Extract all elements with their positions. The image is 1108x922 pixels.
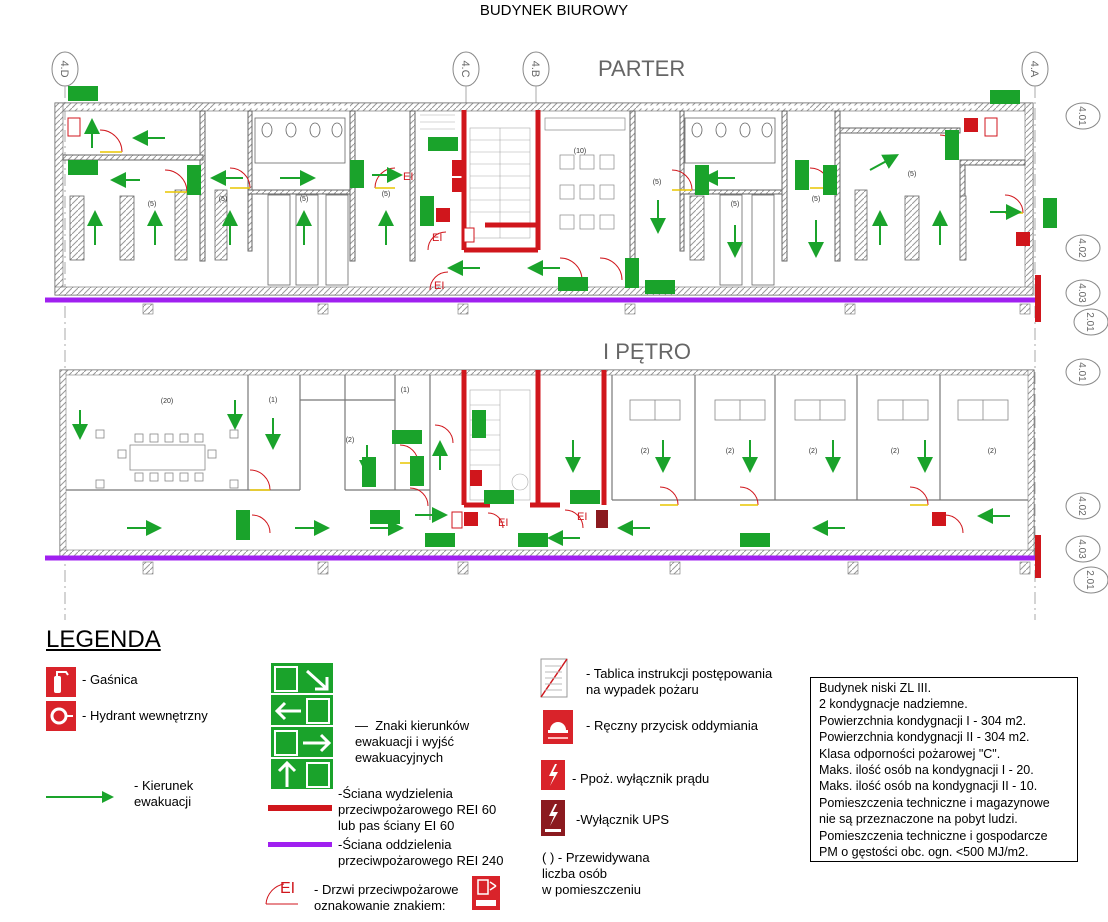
exit-sign-icon <box>472 410 486 438</box>
ups-switch-icon <box>541 800 565 836</box>
exit-sign-icon <box>362 457 376 487</box>
exit-sign-icon <box>518 533 548 547</box>
fire-equipment-first <box>452 470 946 528</box>
ei-door-label: EI <box>577 511 588 523</box>
ei-door-label: EI <box>498 517 509 529</box>
exit-sign-icon <box>370 510 400 524</box>
legend-direction: - Kierunek ewakuacji <box>134 778 194 809</box>
room-occupancy: (10) <box>573 148 587 155</box>
legend-power-switch: - Ppoż. wyłącznik prądu <box>572 771 710 786</box>
power-switch-icon <box>452 160 464 176</box>
ei-door-label: EI <box>432 232 443 244</box>
exit-sign-icon <box>484 490 514 504</box>
exit-sign-up-icon <box>270 758 334 790</box>
room-occupancy: (5) <box>299 196 309 203</box>
fire-door-label: EI <box>280 880 296 897</box>
purple-wall-symbol <box>268 842 332 847</box>
floor-title-first: I PĘTRO <box>603 339 692 364</box>
exit-sign-icon <box>187 165 201 195</box>
exit-sign-icon <box>350 160 364 188</box>
power-switch-icon <box>470 470 482 486</box>
exit-sign-icon <box>68 160 98 175</box>
canteen-tables <box>545 118 625 229</box>
info-line: Pomieszczenia techniczne i gospodarcze <box>819 828 1048 843</box>
room-occupancy: (2) <box>345 437 355 444</box>
red-wall-symbol <box>268 805 332 811</box>
row-axis-4-02-f1 <box>1066 493 1100 519</box>
power-switch-icon <box>541 760 565 790</box>
axis-marker-4b <box>523 52 549 110</box>
legend-extinguisher: - Gaśnica <box>82 672 138 687</box>
info-line: Powierzchnia kondygnacji I - 304 m2. <box>819 713 1027 728</box>
exit-signs-stack <box>270 662 334 790</box>
fire-instructions-icon <box>985 118 997 136</box>
exit-sign-icon <box>695 165 709 195</box>
exit-sign-icon <box>392 430 422 444</box>
room-occupancy: (5) <box>218 196 228 203</box>
extinguisher-icon <box>46 667 76 697</box>
row-axis-4-03 <box>1066 280 1100 306</box>
exit-sign-icon <box>425 533 455 547</box>
evac-arrows-first <box>80 400 1010 538</box>
legend-smoke-button: - Ręczny przycisk oddymiania <box>586 718 758 733</box>
axis-marker-4c <box>453 52 479 110</box>
room-occupancy: (5) <box>381 191 391 198</box>
room-occupancy: (5) <box>147 201 157 208</box>
exit-sign-icon <box>823 165 837 195</box>
exit-sign-icon <box>236 510 250 540</box>
room-occupancy: (1) <box>400 387 410 394</box>
office-desks <box>630 400 1008 420</box>
room-occupancy: (2) <box>987 448 997 455</box>
room-occupancy: (2) <box>808 448 818 455</box>
ei-door-label: EI <box>403 171 414 183</box>
exit-sign-left-icon <box>270 694 334 726</box>
exit-sign-right-icon <box>270 726 334 758</box>
fire-door-sign-icon <box>472 876 500 910</box>
svg-text:4.01: 4.01 <box>1076 106 1087 126</box>
exit-sign-icon <box>990 90 1020 104</box>
exit-sign-icon <box>410 456 424 486</box>
extinguisher-icon <box>1016 232 1030 246</box>
info-line: 2 kondygnacje nadziemne. <box>819 697 968 712</box>
conference-table <box>96 430 238 488</box>
svg-text:4.03: 4.03 <box>1076 539 1087 559</box>
legend-fire-door: - Drzwi przeciwpożarowe oznakowanie znakiem: <box>314 882 459 913</box>
info-line: Budynek niski ZL III. <box>819 681 932 695</box>
legend-instructions: - Tablica instrukcji postępowania na wypadek pożaru <box>586 666 773 697</box>
room-occupancy: (20) <box>160 398 174 405</box>
svg-text:4.02: 4.02 <box>1076 238 1087 258</box>
room-occupancy: (2) <box>725 448 735 455</box>
svg-text:4.03: 4.03 <box>1076 283 1087 303</box>
info-line: Maks. ilość osób na kondygnacji I - 20. <box>819 763 1034 778</box>
exit-sign-icon <box>945 130 959 160</box>
legend-hydrant: - Hydrant wewnętrzny <box>82 708 208 723</box>
svg-text:2.01: 2.01 <box>1084 570 1095 590</box>
exit-sign-icon <box>420 196 434 226</box>
info-line: Klasa odporności pożarowej "C". <box>819 746 1001 761</box>
exit-sign-icon <box>625 258 639 288</box>
extinguisher-icon <box>436 208 450 222</box>
info-line: Maks. ilość osób na kondygnacji II - 10. <box>819 779 1038 794</box>
extinguisher-icon <box>932 512 946 526</box>
first-floor-plan <box>45 359 1108 593</box>
legend-red-wall: -Ściana wydzielenia przeciwpożarowego REI 60 lub pas ściany EI 60 <box>338 786 497 833</box>
exit-sign-icon <box>795 160 809 190</box>
info-line: nie są przeznaczone na pobyt ludzi. <box>819 812 1018 827</box>
row-axis-4-03-f1 <box>1066 536 1100 562</box>
row-axis-4-01 <box>1066 103 1100 129</box>
ups-switch-icon <box>596 510 608 528</box>
legend-occupancy: ( ) - Przewidywana liczba osób w pomieszczeniu <box>542 850 650 897</box>
exit-sign-icon <box>645 280 675 294</box>
occupancy-labels-first <box>161 387 997 455</box>
svg-text:4.C: 4.C <box>459 60 471 78</box>
hydrant-icon <box>46 701 76 731</box>
fire-instructions-icon <box>540 658 568 698</box>
floor-title-ground: PARTER <box>598 56 686 81</box>
exit-sign-icon <box>428 137 458 151</box>
exit-sign-icon <box>740 533 770 547</box>
legend-signs: — Znaki kierunków ewakuacji i wyjść ewakuacyjnych <box>355 718 470 765</box>
svg-text:4.02: 4.02 <box>1076 496 1087 516</box>
row-axis-4-01-f1 <box>1066 359 1100 385</box>
evac-arrows-ground <box>92 126 1014 268</box>
info-line: Pomieszczenia techniczne i magazynowe <box>819 795 1050 810</box>
exit-sign-down-right-icon <box>270 662 334 694</box>
evacuation-arrow-icon <box>46 789 116 805</box>
fire-equipment-ground <box>68 118 1030 246</box>
fire-instructions-icon <box>464 228 474 242</box>
hydrant-icon <box>964 118 978 132</box>
smoke-button-icon <box>543 710 573 744</box>
fire-instructions-icon <box>452 512 462 528</box>
ground-floor-plan <box>45 52 1108 620</box>
axis-label: 4.D <box>58 60 70 78</box>
exit-sign-icon <box>570 490 600 504</box>
row-axis-2-01 <box>1074 309 1108 335</box>
red-fire-walls-ground <box>464 110 538 250</box>
room-occupancy: (2) <box>640 448 650 455</box>
info-line: Powierzchnia kondygnacji II - 304 m2. <box>819 730 1030 745</box>
svg-text:4.01: 4.01 <box>1076 362 1087 382</box>
info-line: PM o gęstości obc. ogn. <500 MJ/m2. <box>819 845 1029 860</box>
exit-sign-icon <box>1043 198 1057 228</box>
row-axis-4-02 <box>1066 235 1100 261</box>
fire-instructions-icon <box>68 118 80 136</box>
extinguisher-icon <box>464 512 478 526</box>
svg-text:2.01: 2.01 <box>1084 312 1095 332</box>
row-axis-2-01-f1 <box>1074 567 1108 593</box>
exit-sign-icon <box>68 86 98 101</box>
svg-text:4.A: 4.A <box>1028 60 1040 78</box>
legend-heading: LEGENDA <box>46 626 161 653</box>
room-occupancy: (5) <box>652 179 662 186</box>
building-info-box <box>810 677 1078 862</box>
svg-text:4.B: 4.B <box>529 60 541 78</box>
ei-door-label: EI <box>434 280 445 292</box>
room-occupancy: (5) <box>730 201 740 208</box>
exit-sign-icon <box>558 277 588 291</box>
legend-ups-switch: -Wyłącznik UPS <box>576 812 670 827</box>
smoke-button-icon <box>452 178 464 192</box>
room-occupancy: (5) <box>811 196 821 203</box>
room-occupancy: (5) <box>907 171 917 178</box>
drawing-title: BUDYNEK BIUROWY <box>479 2 629 19</box>
room-occupancy: (2) <box>890 448 900 455</box>
room-occupancy: (1) <box>268 397 278 404</box>
legend-purple-wall: -Ściana oddzielenia przeciwpożarowego REI 240 <box>338 837 504 868</box>
